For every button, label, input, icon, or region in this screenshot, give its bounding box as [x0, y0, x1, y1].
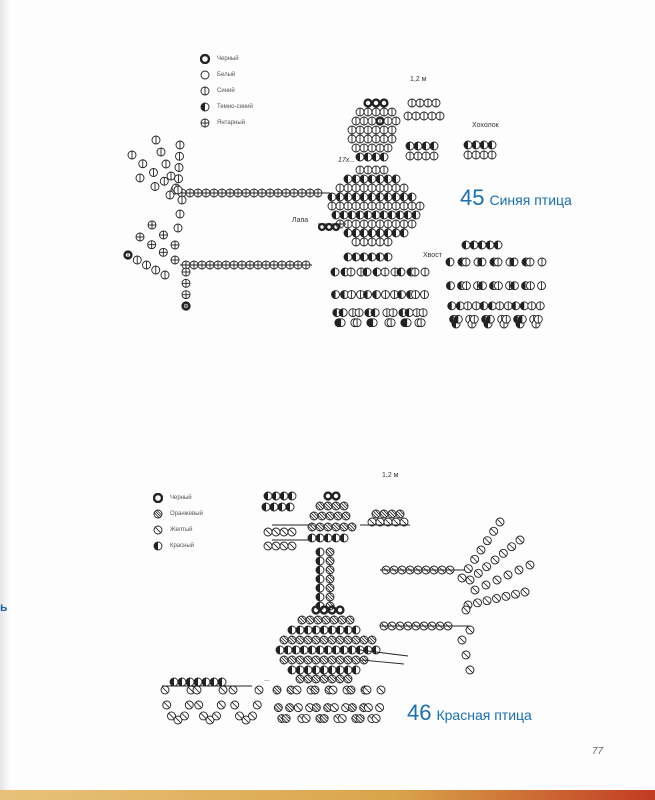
- bead-half: [272, 492, 280, 500]
- bead-diag: [466, 666, 474, 674]
- legend-label: Красный: [170, 543, 195, 549]
- bead-diag: [458, 574, 466, 582]
- bead-diag: [464, 565, 472, 573]
- bead-hatch: [311, 686, 319, 694]
- bead-diag: [493, 595, 501, 603]
- bead-hatch: [326, 584, 334, 592]
- bead-diag: [515, 566, 523, 574]
- bead-half: [328, 626, 336, 634]
- bead-hatch: [336, 636, 344, 644]
- wire-line: [362, 660, 404, 664]
- bead-black: [329, 607, 336, 614]
- bead-hatch: [326, 566, 334, 574]
- bead-diag: [372, 715, 380, 723]
- bead-half: [332, 534, 340, 542]
- bead-diag: [161, 686, 169, 694]
- bead-diag: [280, 528, 288, 536]
- bead-hatch: [298, 616, 306, 624]
- bead-hatch: [312, 675, 320, 683]
- bead-half: [178, 678, 186, 686]
- bead-diag: [477, 546, 485, 554]
- bead-diag: [482, 581, 490, 589]
- bead-hatch: [296, 675, 304, 683]
- bead-half: [284, 646, 292, 654]
- bead-diag: [185, 701, 193, 709]
- bead-diag: [264, 528, 272, 536]
- bead-half: [316, 557, 324, 565]
- bead-hatch: [320, 636, 328, 644]
- bead-hatch: [312, 656, 320, 664]
- bead-diag: [512, 590, 520, 598]
- bead-diag: [288, 542, 296, 550]
- bead-hatch: [304, 656, 312, 664]
- bead-hatch: [326, 548, 334, 556]
- bead-half: [186, 678, 194, 686]
- pattern-name: Синяя птица: [489, 192, 572, 208]
- bead-half: [292, 646, 300, 654]
- bead-half: [218, 678, 226, 686]
- legend-label: Черный: [170, 495, 192, 501]
- bead-half: [316, 593, 324, 601]
- bead-hatch: [312, 704, 320, 712]
- bead-hatch: [342, 512, 350, 520]
- bead-half: [340, 534, 348, 542]
- bead-diag: [376, 704, 384, 712]
- bead-hatch: [326, 557, 334, 565]
- bead-diag: [471, 586, 479, 594]
- pattern-name: Красная птица: [436, 707, 532, 723]
- paw-label: Лапа: [292, 217, 309, 224]
- bead-diag: [462, 651, 470, 659]
- bead-hatch: [332, 523, 340, 531]
- tail-label: Хвост: [423, 252, 442, 259]
- legend-label: Оранжевый: [170, 511, 203, 517]
- bead-diag: [272, 542, 280, 550]
- legend-label: Черный: [217, 56, 239, 62]
- bead-hatch: [344, 656, 352, 664]
- bead-half: [270, 503, 278, 511]
- bead-half: [316, 646, 324, 654]
- bead-hatch: [356, 715, 364, 723]
- bead-diag: [504, 571, 512, 579]
- bead-half: [352, 666, 360, 674]
- bead-hatch: [318, 512, 326, 520]
- bead-half: [348, 646, 356, 654]
- bead-diag: [462, 606, 470, 614]
- bead-diag: [363, 686, 371, 694]
- bead-diag: [483, 537, 491, 545]
- bead-hatch: [332, 502, 340, 510]
- bead-diag: [471, 555, 479, 563]
- bead-black: [333, 493, 340, 500]
- bead-hatch: [310, 512, 318, 520]
- bead-half: [170, 678, 178, 686]
- bead-half: [288, 626, 296, 634]
- bead-hatch: [380, 510, 388, 518]
- bead-half: [320, 626, 328, 634]
- bead-diag: [181, 712, 189, 720]
- bead-diag: [219, 686, 227, 694]
- bead-hatch: [288, 656, 296, 664]
- bead-half: [312, 626, 320, 634]
- bead-hatch: [326, 512, 334, 520]
- bead-diag: [330, 704, 338, 712]
- bead-half: [194, 678, 202, 686]
- bead-diag: [193, 686, 201, 694]
- bead-hatch: [274, 704, 282, 712]
- bead-diag: [474, 569, 482, 577]
- bead-hatch: [328, 675, 336, 683]
- bead-diag: [508, 543, 516, 551]
- bead-diag: [458, 636, 466, 644]
- bead-hatch: [324, 502, 332, 510]
- legend-label: Темно-синий: [217, 104, 253, 110]
- bead-hatch: [304, 636, 312, 644]
- wire-length-label: 1,2 м: [382, 472, 399, 479]
- bead-half: [336, 666, 344, 674]
- bead-diag: [516, 536, 524, 544]
- pattern-number: 45: [460, 185, 485, 210]
- bead-half: [316, 575, 324, 583]
- bead-hatch: [328, 636, 336, 644]
- bead-hatch: [282, 715, 290, 723]
- bead-half: [286, 503, 294, 511]
- bead-half: [296, 666, 304, 674]
- bead-half: [316, 566, 324, 574]
- bead-hatch: [324, 523, 332, 531]
- bead-diag: [280, 542, 288, 550]
- bead-half: [316, 548, 324, 556]
- bead-diag: [474, 599, 482, 607]
- bead-half: [202, 678, 210, 686]
- bead-half: [264, 492, 272, 500]
- bead-diag: [195, 701, 203, 709]
- page-number: 77: [592, 746, 604, 757]
- legend-label: Белый: [217, 72, 236, 78]
- bead-hatch: [340, 502, 348, 510]
- bead-hatch: [334, 512, 342, 520]
- bead-diag: [213, 712, 221, 720]
- bead-half: [304, 626, 312, 634]
- bead-hatch: [328, 656, 336, 664]
- bead-hatch: [396, 510, 404, 518]
- dots-label: ...: [264, 676, 270, 683]
- bead-half: [288, 492, 296, 500]
- bead-hatch: [338, 616, 346, 624]
- bead-diag: [502, 592, 510, 600]
- bead-hatch: [326, 593, 334, 601]
- bead-hatch: [322, 616, 330, 624]
- bead-diag: [377, 686, 385, 694]
- bead-half: [280, 492, 288, 500]
- bead-hatch: [312, 636, 320, 644]
- legend-label: Синий: [217, 88, 235, 94]
- bead-half: [308, 534, 316, 542]
- bead-hatch: [346, 616, 354, 624]
- bead-hatch: [352, 656, 360, 664]
- bead-diag: [483, 597, 491, 605]
- bead-hatch: [330, 616, 338, 624]
- bead-hatch: [320, 656, 328, 664]
- bead-diag: [491, 556, 499, 564]
- bead-hatch: [273, 686, 281, 694]
- bead-half: [308, 646, 316, 654]
- bead-hatch: [344, 675, 352, 683]
- bead-hatch: [326, 575, 334, 583]
- bead-half: [276, 646, 284, 654]
- bead-diag: [253, 701, 261, 709]
- bead-diag: [364, 704, 372, 712]
- bead-hatch: [348, 523, 356, 531]
- edge-letter: ь: [0, 600, 8, 614]
- bead-half: [316, 534, 324, 542]
- bead-hatch: [308, 523, 316, 531]
- bead-half: [300, 646, 308, 654]
- bead-diag: [249, 712, 257, 720]
- bead-hatch: [372, 510, 380, 518]
- bead-diag: [302, 715, 310, 723]
- bead-hatch: [288, 636, 296, 644]
- bead-hatch: [348, 704, 356, 712]
- bead-diag: [338, 715, 346, 723]
- bead-half: [344, 626, 352, 634]
- bead-diag: [526, 561, 534, 569]
- bead-hatch: [316, 523, 324, 531]
- bead-half: [340, 646, 348, 654]
- bead-hatch: [340, 523, 348, 531]
- bead-diag: [272, 528, 280, 536]
- bead-diag: [499, 549, 507, 557]
- bead-black: [313, 607, 320, 614]
- crest-label: Хохолок: [472, 122, 499, 129]
- bead-diag: [493, 576, 501, 584]
- pattern-number: 46: [407, 700, 432, 725]
- bead-half: [312, 666, 320, 674]
- bead-diag: [293, 686, 301, 694]
- legend-label: Желтый: [170, 527, 193, 533]
- bead-hatch: [344, 636, 352, 644]
- bead-half: [324, 646, 332, 654]
- bead-black: [321, 607, 328, 614]
- bead-hatch: [304, 675, 312, 683]
- bead-half: [352, 626, 360, 634]
- bead-diag: [163, 701, 171, 709]
- bead-half: [320, 666, 328, 674]
- bead-half: [210, 678, 218, 686]
- count-label: 17х...: [338, 157, 356, 164]
- bead-hatch: [296, 656, 304, 664]
- bead-black: [337, 607, 344, 614]
- bead-half: [324, 534, 332, 542]
- bead-diag: [483, 563, 491, 571]
- bead-diag: [329, 686, 337, 694]
- bead-half: [278, 503, 286, 511]
- bead-half: [332, 646, 340, 654]
- bead-diag: [229, 686, 237, 694]
- bead-half: [328, 666, 336, 674]
- bead-hatch: [316, 502, 324, 510]
- bead-hatch: [336, 675, 344, 683]
- bead-hatch: [320, 675, 328, 683]
- bead-black: [325, 493, 332, 500]
- bead-diag: [217, 701, 225, 709]
- bead-hatch: [388, 510, 396, 518]
- bead-diag: [521, 588, 529, 596]
- bead-hatch: [306, 616, 314, 624]
- bead-hatch: [280, 636, 288, 644]
- bead-hatch: [296, 636, 304, 644]
- bead-hatch: [320, 715, 328, 723]
- bead-half: [288, 666, 296, 674]
- bead-half: [304, 666, 312, 674]
- bead-half: [336, 626, 344, 634]
- bead-hatch: [368, 636, 376, 644]
- bead-half: [316, 584, 324, 592]
- bead-hatch: [286, 704, 294, 712]
- legend-label: Янтарный: [217, 120, 245, 126]
- bead-diag: [466, 626, 474, 634]
- bead-hatch: [347, 686, 355, 694]
- bead-diag: [496, 518, 504, 526]
- bead-hatch: [314, 616, 322, 624]
- bead-diag: [255, 686, 263, 694]
- bead-diag: [288, 528, 296, 536]
- bead-diag: [294, 704, 302, 712]
- bead-half: [296, 626, 304, 634]
- bead-half: [364, 646, 372, 654]
- bead-hatch: [360, 636, 368, 644]
- cover-edge-strip: [0, 790, 655, 800]
- bead-hatch: [280, 656, 288, 664]
- bead-hatch: [352, 636, 360, 644]
- wire-length-label: 1,2 м: [410, 76, 427, 83]
- bead-diag: [490, 527, 498, 535]
- bead-half: [344, 666, 352, 674]
- bead-diag: [264, 542, 272, 550]
- bead-diag: [466, 576, 474, 584]
- bead-hatch: [336, 656, 344, 664]
- bead-half: [262, 503, 270, 511]
- bead-diag: [231, 701, 239, 709]
